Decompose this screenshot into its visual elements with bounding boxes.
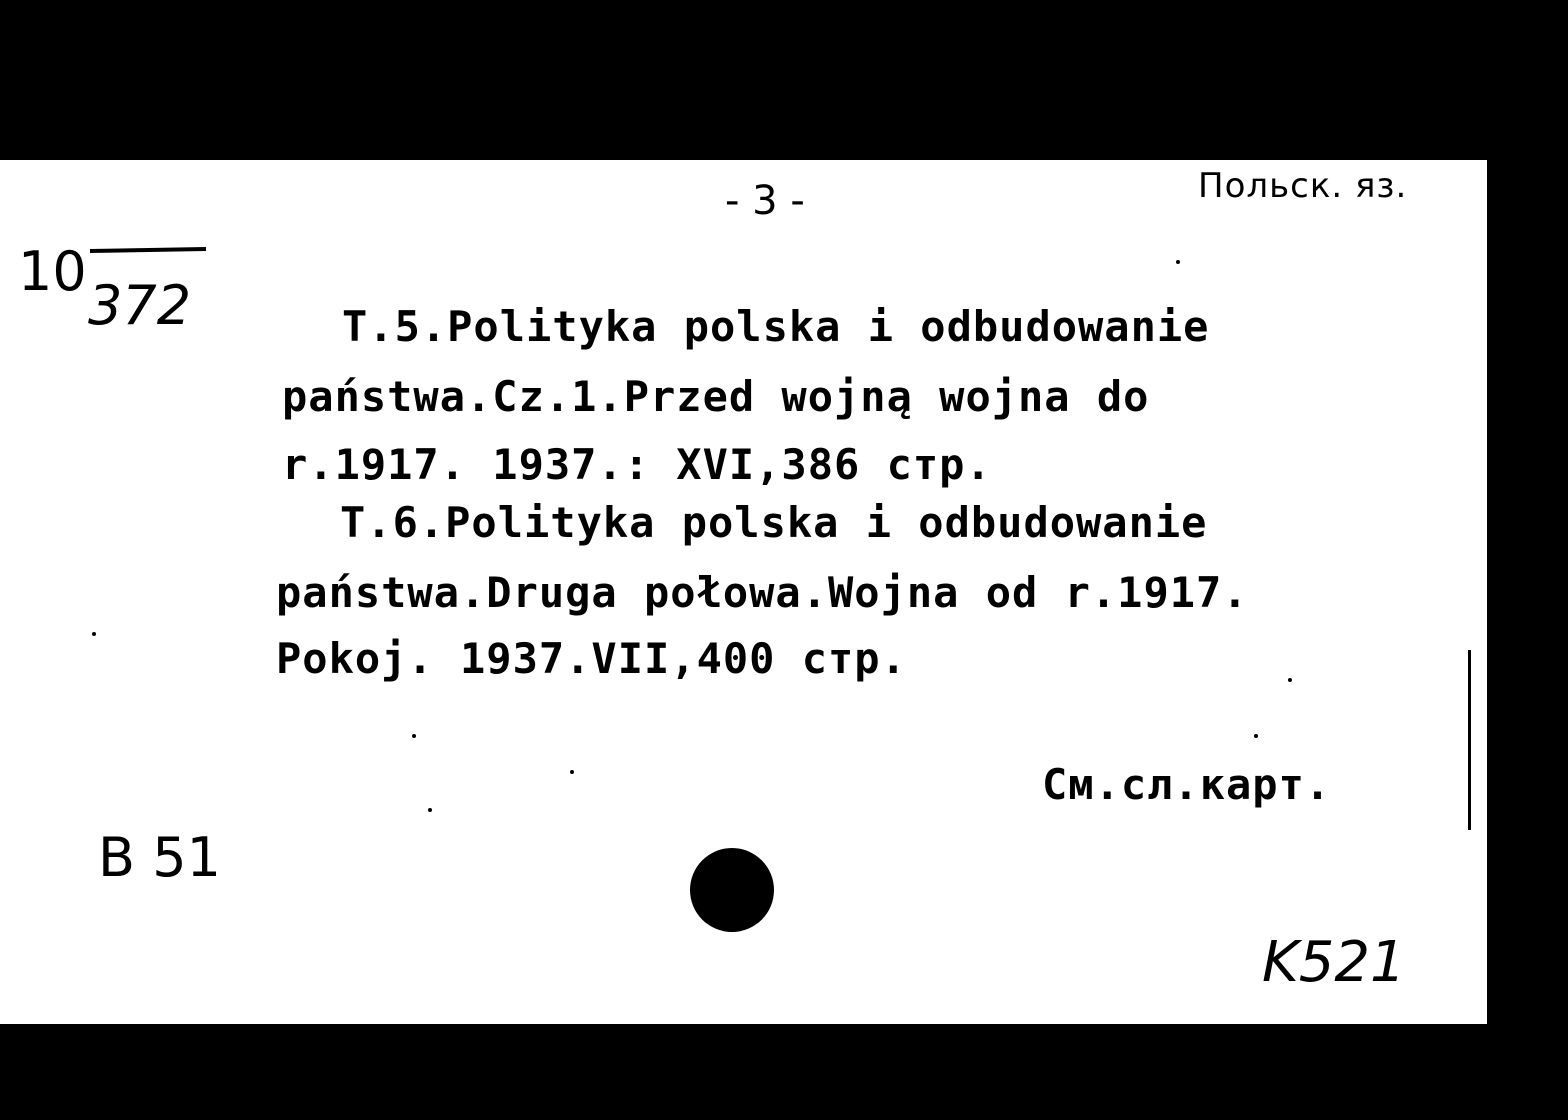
call-number xyxy=(18,240,218,350)
entry-1-line-2: państwa.Cz.1.Przed wojną wojna do xyxy=(282,372,1150,421)
speck xyxy=(1176,260,1180,264)
speck xyxy=(570,770,574,774)
page-number: - 3 - xyxy=(725,178,805,224)
entry-1-line-3: r.1917. 1937.: XVI,386 стр. xyxy=(282,440,992,489)
catalog-card xyxy=(0,160,1487,1024)
call-number-value: 372 xyxy=(88,274,192,337)
speck xyxy=(412,734,416,738)
speck xyxy=(1254,734,1258,738)
language-label: Польск. яз. xyxy=(1198,166,1408,206)
entry-2-line-2: państwa.Druga połowa.Wojna od r.1917. xyxy=(276,568,1249,617)
entry-2-line-3: Pokoj. 1937.VII,400 стр. xyxy=(276,634,907,683)
right-edge-rule xyxy=(1468,650,1471,830)
inventory-mark: K521 xyxy=(1262,930,1406,995)
entry-2-line-1: T.6.Polityka polska i odbudowanie xyxy=(340,498,1208,547)
fraction-line xyxy=(90,247,206,253)
punch-hole xyxy=(690,848,774,932)
speck xyxy=(92,632,96,636)
see-next-card-note: См.сл.карт. xyxy=(1042,760,1332,809)
speck xyxy=(1288,678,1292,682)
speck xyxy=(428,808,432,812)
shelf-mark: B 51 xyxy=(98,826,221,889)
entry-1-line-1: T.5.Polityka polska i odbudowanie xyxy=(342,302,1210,351)
call-number-prefix: 10 xyxy=(18,240,87,303)
